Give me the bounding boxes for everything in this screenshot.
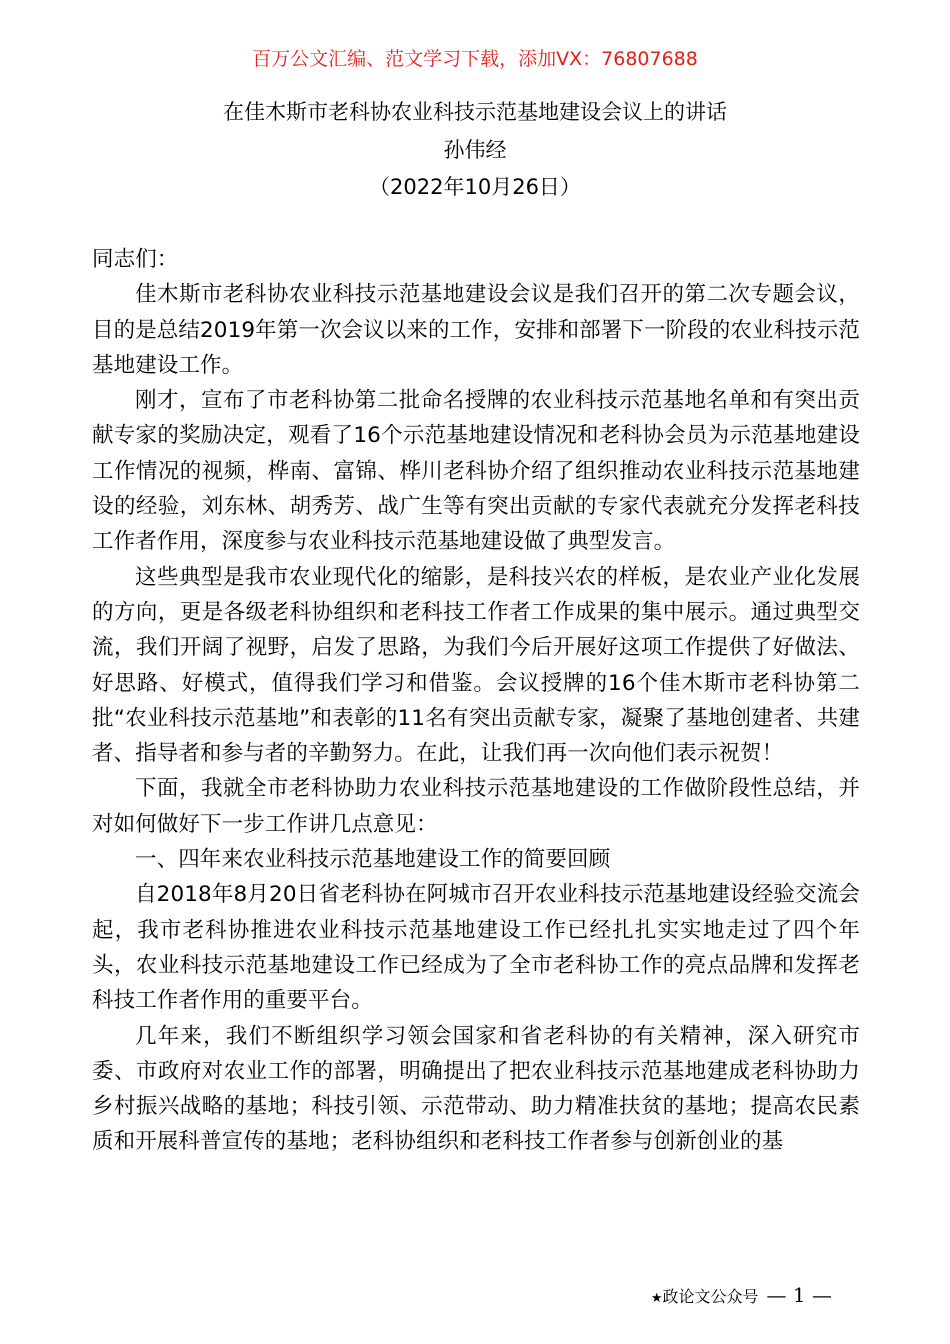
document-title: 在佳木斯市老科协农业科技示范基地建设会议上的讲话 [223, 100, 727, 124]
footer-source: 政论文公众号 [662, 1287, 759, 1306]
star-icon: ★ [650, 1291, 663, 1306]
salutation: 同志们： [92, 247, 179, 272]
promo-banner: 百万公文汇编、范文学习下载，添加VX：76807688 [252, 48, 698, 70]
paragraph: 自2018年8月20日省老科协在阿城市召开农业科技示范基地建设经验交流会起，我市老科协推进农业科技示范基地建设工作已经扎扎实实地走过了四个年头，农业科技示范基地建设工作已经成为了全市老科协工作的亮点品牌和发挥老科技工作者作用的重要平台。 [92, 882, 860, 1014]
paragraph: 佳木斯市老科协农业科技示范基地建设会议是我们召开的第二次专题会议，目的是总结2019年第一次会议以来的工作，安排和部署下一阶段的农业科技示范基地建设工作。 [92, 282, 860, 378]
document-author: 孙伟经 [443, 138, 507, 162]
paragraph: 下面，我就全市老科协助力农业科技示范基地建设的工作做阶段性总结，并对如何做好下一步工作讲几点意见： [92, 776, 860, 837]
paragraph: 刚才，宣布了市老科协第二批命名授牌的农业科技示范基地名单和有突出贡献专家的奖励决定，观看了16个示范基地建设情况和老科协会员为示范基地建设工作情况的视频，桦南、富锦、桦川老科协介绍了组织推动农业科技示范基地建设的经验，刘东林、胡秀芳、战广生等有突出贡献的专家代表就充分发挥老科技工作者作用，深度参与农业科技示范基地建设做了典型发言。 [92, 388, 860, 555]
paragraph: 这些典型是我市农业现代化的缩影，是科技兴农的样板，是农业产业化发展的方向，更是各级老科协组织和老科技工作者工作成果的集中展示。通过典型交流，我们开阔了视野，启发了思路，为我们今后开展好这项工作提供了好做法、好思路、好模式，值得我们学习和借鉴。会议授牌的16个佳木斯市老科协第二批“农业科技示范基地”和表彰的11名有突出贡献专家，凝聚了基地创建者、共建者、指导者和参与者的辛勤努力。在此，让我们再一次向他们表示祝贺！ [92, 564, 860, 767]
paragraph: 几年来，我们不断组织学习领会国家和省老科协的有关精神，深入研究市委、市政府对农业工作的部署，明确提出了把农业科技示范基地建成老科协助力乡村振兴战略的基地；科技引领、示范带动、助力精准扶贫的基地；提高农民素质和开展科普宣传的基地；老科协组织和老科技工作者参与创新创业的基 [92, 1023, 860, 1155]
document-body [92, 242, 860, 1160]
document-date: （2022年10月26日） [369, 175, 581, 199]
page-number: — 1 — [766, 1283, 832, 1307]
page-footer [651, 1282, 832, 1312]
section-heading: 一、四年来农业科技示范基地建设工作的简要回顾 [135, 847, 611, 873]
